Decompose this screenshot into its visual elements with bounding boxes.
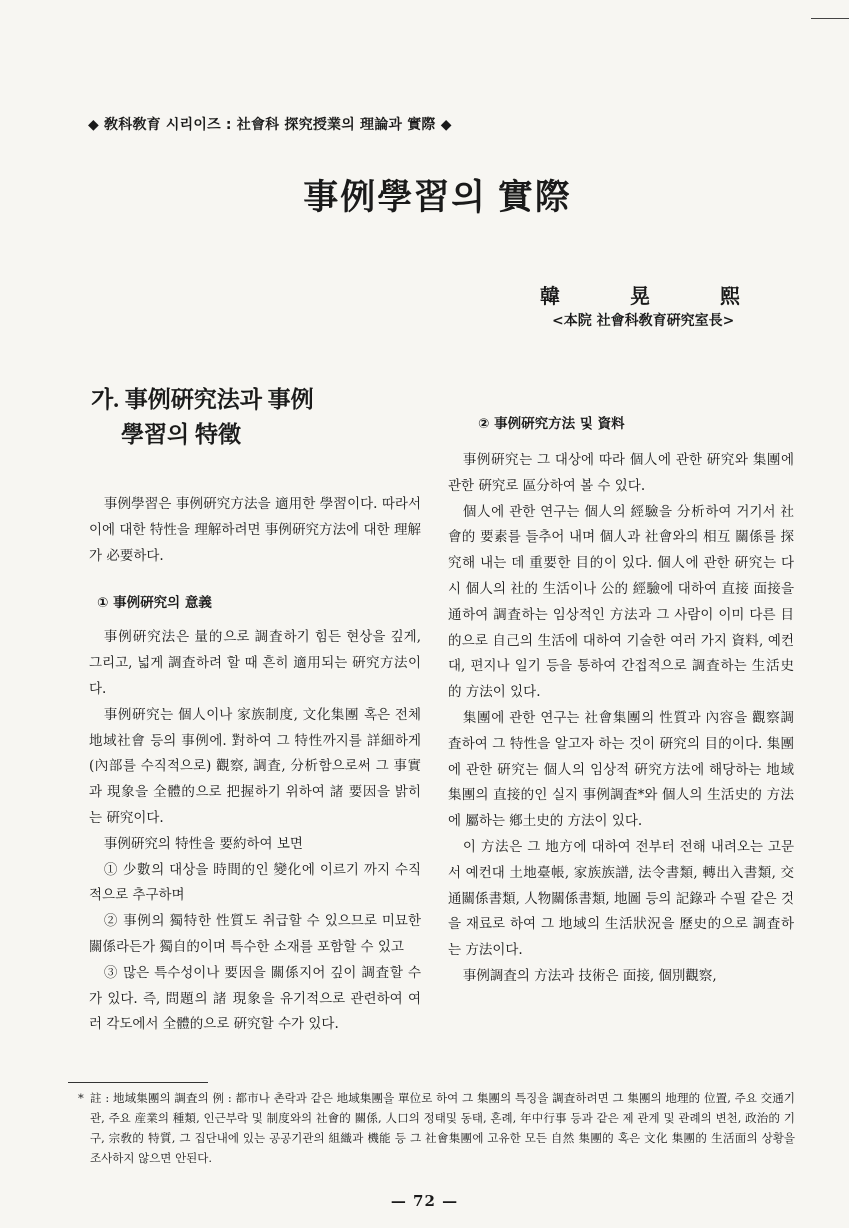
paragraph: 事例硏究의 特性을 要約하여 보면 — [103, 835, 303, 852]
author-char: 熙 — [720, 284, 740, 308]
author-name — [540, 280, 740, 309]
section-heading-line1: 가. 事例硏究法과 事例 — [91, 387, 314, 412]
paragraph: 事例硏究는 그 대상에 따라 個人에 관한 硏究와 集團에 관한 硏究로 區分하여 볼 수 있다. — [448, 452, 794, 494]
section-heading-line2: 學習의 特徵 — [121, 422, 241, 447]
paragraph: 이 方法은 그 地方에 대하여 전부터 전해 내려오는 고문서 예컨대 土地臺帳, 家族族譜, 法令書類, 轉出入書類, 交通關係書類, 人物關係書類, 地圖 등의 記錄과 수필 같은 것을 재료로 하여 그 地域의 生活狀況을 歷史的으로 調査하는 方法이다. — [448, 838, 794, 959]
paragraph: 事例硏究法은 量的으로 調査하기 힘든 현상을 깊게, 그리고, 넓게 調査하려 할 때 흔히 適用되는 硏究方法이다. — [89, 629, 421, 697]
author-char: 晃 — [630, 284, 650, 308]
footnote — [78, 1088, 795, 1168]
article-title: 事例學習의 實際 — [303, 178, 572, 217]
page-number: — 72 — — [390, 1192, 459, 1210]
right-column — [448, 382, 794, 990]
series-header: ◆ 敎科敎育 시리이즈 : 社會科 探究授業의 理論과 實際 ◆ — [88, 117, 452, 133]
footnote-text: 註 : 地域集團의 調査의 例 : 都市나 촌락과 같은 地域集團을 單位로 하여 그 集團의 특징을 調査하려면 그 集團의 地理的 位置, 주요 交通기관, 주요 産業의 種類, 인근부락 및 制度와의 社會的 關係, 人口의 정태및 동태, 혼례, 年中行事 등과 같은 제 관계 및 관례의 변천, 政治的 기구, 宗敎的 特質, 그 집단내에 있는 공공기관의 組織과 機能 등 그 社會集團에 고유한 모든 自然 集團的 혹은 文化 集團的 生活面의 상황을 조사하지 않으면 안된다. — [90, 1091, 795, 1165]
footnote-rule — [68, 1082, 208, 1083]
subheading-significance: ① 事例硏究의 意義 — [97, 595, 212, 612]
section-heading — [91, 382, 421, 452]
footnote-mark: * — [78, 1091, 84, 1105]
left-column — [89, 382, 421, 1038]
paragraph: ① 少數의 대상을 時間的인 變化에 이르기 까지 수직적으로 추구하며 — [89, 861, 421, 904]
author-char: 韓 — [540, 284, 560, 308]
paragraph: ③ 많은 특수성이나 要因을 關係지어 깊이 調査할 수가 있다. 즉, 問題의 諸 現象을 유기적으로 관련하여 여러 각도에서 全體的으로 硏究할 수가 있다. — [89, 964, 421, 1033]
edge-rule — [811, 18, 849, 19]
paragraph: 集團에 관한 연구는 社會集團의 性質과 內容을 觀察調査하여 그 特性을 알고자 하는 것이 硏究의 目的이다. 集團에 관한 硏究는 個人의 임상적 硏究方法에 해당하는 地域集團의 直接的인 실지 事例調査*와 個人의 生活史的 方法에 屬하는 鄕土史的 方法이 있다. — [448, 709, 794, 830]
paragraph: 事例調査의 方法과 技術은 面接, 個別觀察, — [462, 967, 717, 984]
paragraph: 個人에 관한 연구는 個人의 經驗을 分析하여 거기서 社會的 要素를 들추어 내며 個人과 社會와의 相互 關係를 探究해 내는 데 重要한 目的이 있다. 個人에 관한 硏究는 다시 個人의 社的 生活이나 公的 經驗에 대하여 直接 面接을 通하여 調査하는 임상적인 方法과 그 사람이 이미 다른 目的으로 自己의 生活에 대하여 기술한 여러 가지 資料, 예컨대, 편지나 일기 등을 통하여 간접적으로 調査하는 生活史的 方法이 있다. — [448, 503, 794, 701]
intro-paragraph: 事例學習은 事例硏究方法을 適用한 學習이다. 따라서 이에 대한 特性을 理解하려면 事例硏究方法에 대한 理解가 必要하다. — [89, 496, 421, 564]
paragraph: ② 事例의 獨特한 性質도 취급할 수 있으므로 미묘한 關係라든가 獨自的이며 특수한 소재를 포함할 수 있고 — [89, 913, 421, 955]
subheading-methods: ② 事例硏究方法 및 資料 — [478, 416, 625, 432]
author-affiliation: <本院 社會科敎育硏究室長> — [552, 313, 735, 329]
paragraph: 事例硏究는 個人이나 家族制度, 文化集團 혹은 전체 地域社會 등의 事例에. 對하여 그 特性까지를 詳細하게(內部를 수직적으로) 觀察, 調査, 分析함으로써 그 事實과 現象을 全體的으로 把握하기 위하여 諸 要因을 밝히는 硏究이다. — [89, 706, 421, 826]
